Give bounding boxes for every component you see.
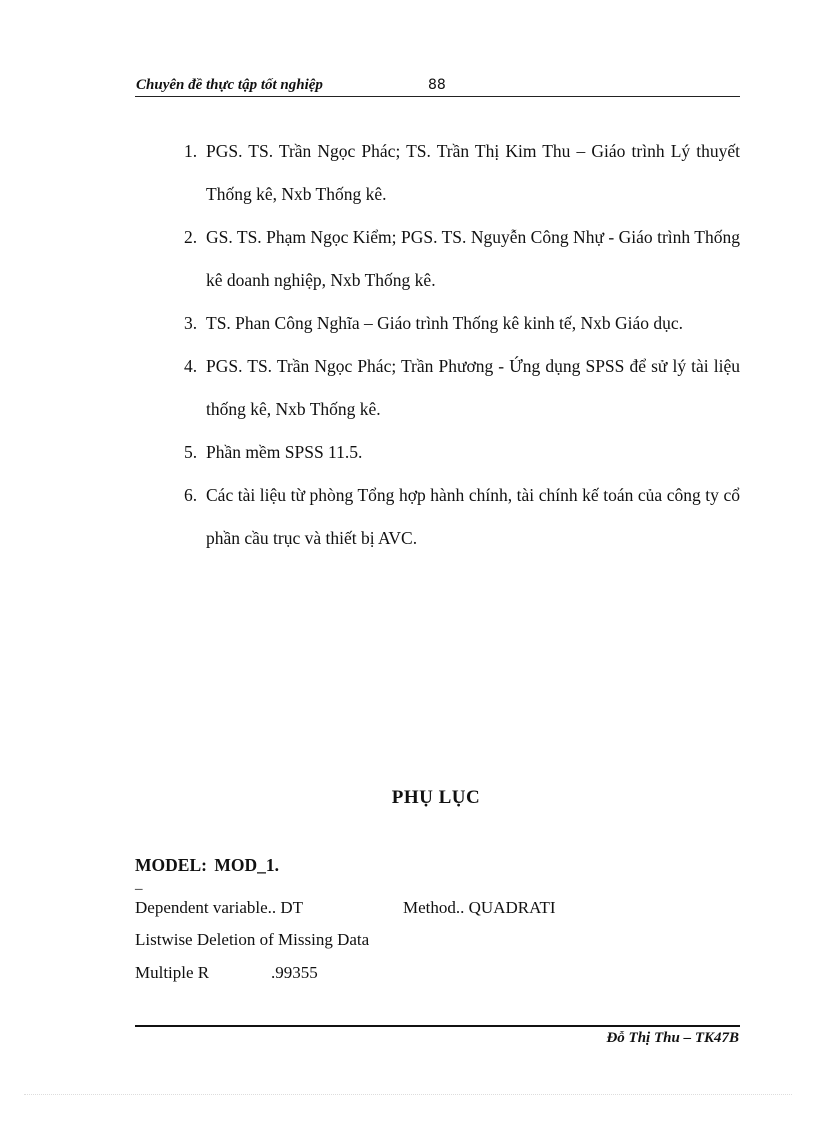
reference-number: 2. [184,227,198,247]
reference-item [184,302,740,345]
reference-item [184,431,740,474]
reference-text: GS. TS. Phạm Ngọc Kiểm; PGS. TS. Nguyễn Công Nhự - Giáo trình Thống kê doanh nghiệp, Nxb Thống kê. [206,227,740,290]
footer-rule [135,1025,740,1027]
page-number: 88 [428,77,446,93]
multiple-r-value: .99355 [271,963,318,982]
page-bottom-edge [24,1094,792,1095]
reference-item [184,130,740,216]
footer-author: Đỗ Thị Thu – TK47B [606,1030,739,1046]
reference-number: 3. [184,313,198,333]
multiple-r-label: Multiple R [135,963,210,982]
reference-list [184,130,740,560]
reference-text: TS. Phan Công Nghĩa – Giáo trình Thống kê kinh tế, Nxb Giáo dục. [206,313,683,333]
reference-item [184,216,740,302]
listwise-row: Listwise Deletion of Missing Data [135,930,370,949]
reference-number: 6. [184,485,198,505]
reference-number: 5. [184,442,198,462]
reference-text: Phần mềm SPSS 11.5. [206,442,363,462]
reference-text: PGS. TS. Trần Ngọc Phác; TS. Trần Thị Kim Thu – Giáo trình Lý thuyết Thống kê, Nxb Thống kê. [206,141,740,204]
method-value: Method.. QUADRATI [403,898,556,917]
reference-number: 1. [184,141,198,161]
dependent-variable-label: Dependent variable.. DT [135,898,304,917]
reference-item [184,474,740,560]
multiple-r-row [135,963,318,983]
reference-text: Các tài liệu từ phòng Tổng hợp hành chính, tài chính kế toán của công ty cổ phần cầu trục và thiết bị AVC. [206,485,740,548]
model-heading: MODEL: MOD_1. [135,855,279,875]
separator-dash: _ [135,876,143,892]
header-title: Chuyên đề thực tập tốt nghiệp [136,77,323,93]
dependent-variable-row [135,898,556,918]
appendix-title: PHỤ LỤC [391,787,481,808]
reference-text: PGS. TS. Trần Ngọc Phác; Trần Phương - Ứng dụng SPSS để sử lý tài liệu thống kê, Nxb Thống kê. [206,356,740,419]
page-header [135,76,740,97]
reference-item [184,345,740,431]
reference-number: 4. [184,356,198,376]
